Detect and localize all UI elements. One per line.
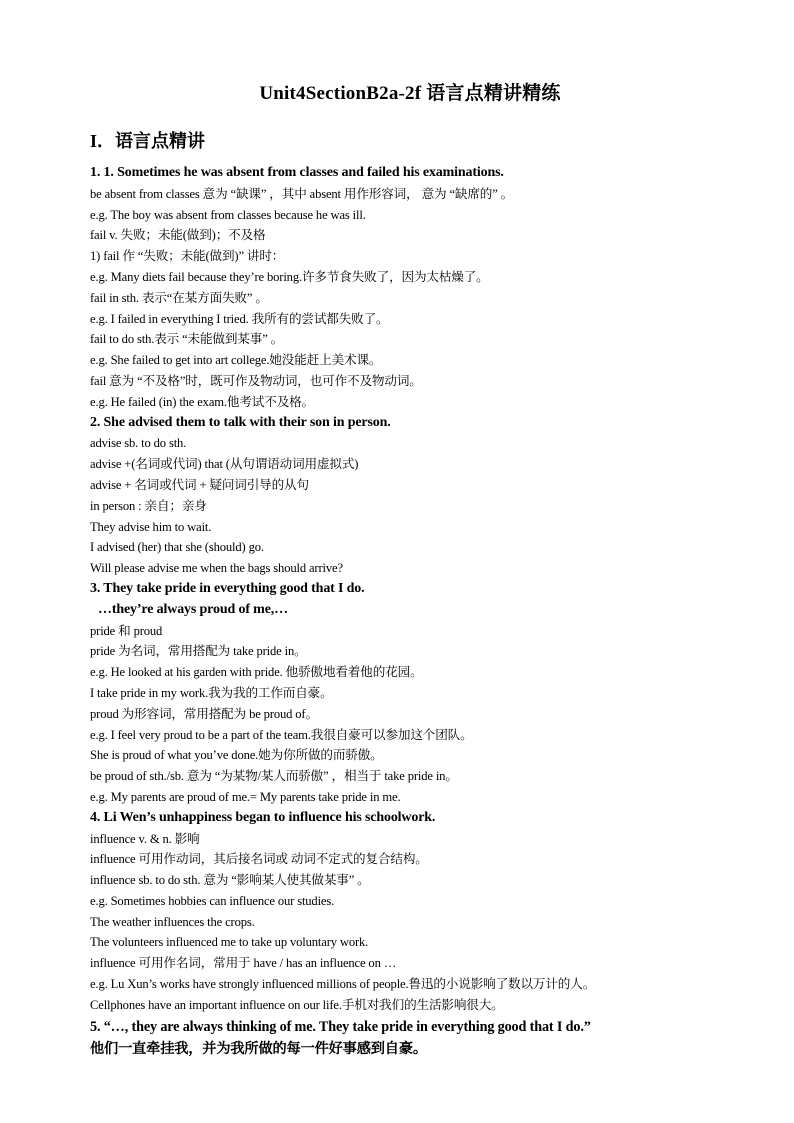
text-line: I advised (her) that she (should) go. — [90, 540, 264, 555]
text-line: I take pride in my work.我为我的工作而自豪。 — [90, 685, 333, 700]
text-line: e.g. She failed to get into art college.她没能赶上美术课。 — [90, 353, 382, 368]
text-line: fail v. 失败；未能(做到)；不及格 — [90, 228, 266, 243]
text-line: fail in sth. 表示“在某方面失败” 。 — [90, 290, 268, 305]
text-line: Will please advise me when the bags should arrive? — [90, 561, 343, 576]
text-line: e.g. Sometimes hobbies can influence our studies. — [90, 893, 335, 908]
text-line: proud 为形容词，常用搭配为 be proud of。 — [90, 706, 318, 721]
text-line: influence sb. to do sth. 意为 “影响某人使其做某事” 。 — [90, 873, 370, 888]
text-line: pride 为名词，常用搭配为 take pride in。 — [90, 644, 307, 659]
document-title: Unit4SectionB2a-2f 语言点精讲精练 — [259, 83, 561, 104]
text-line: be proud of sth./sb. 意为 “为某物/某人而骄傲” ，相当于 take pride in。 — [90, 769, 458, 784]
text-line: influence 可用作动词，其后接名词或 动词不定式的复合结构。 — [90, 852, 428, 867]
text-line: influence 可用作名词，常用于 have / has an influence on … — [90, 956, 397, 971]
text-line: 4. Li Wen’s unhappiness began to influence his schoolwork. — [90, 809, 436, 825]
text-line: 5. “…, they are always thinking of me. They take pride in everything good that I do.” — [90, 1018, 591, 1035]
text-line: 他们一直牵挂我，并为我所做的每一件好事感到自豪。 — [90, 1040, 427, 1057]
text-line: advise + 名词或代词 + 疑问词引导的从句 — [90, 477, 309, 492]
content-lines — [90, 163, 730, 1060]
text-line: e.g. Many diets fail because they’re boring.许多节食失败了，因为太枯燥了。 — [90, 269, 489, 284]
text-line: 1. 1. Sometimes he was absent from classes and failed his examinations. — [90, 165, 504, 180]
text-line: The volunteers influenced me to take up voluntary work. — [90, 935, 369, 950]
text-line: pride 和 proud — [90, 623, 163, 638]
text-line: e.g. The boy was absent from classes because he was ill. — [90, 207, 366, 222]
text-line: e.g. My parents are proud of me.= My parents take pride in me. — [90, 789, 401, 804]
text-line: e.g. I feel very proud to be a part of the team.我很自豪可以参加这个团队。 — [90, 727, 473, 742]
text-line: Cellphones have an important influence on our life.手机对我们的生活影响很大。 — [90, 997, 504, 1012]
text-line: advise +(名词或代词) that (从句谓语动词用虚拟式) — [90, 457, 359, 472]
text-line: advise sb. to do sth. — [90, 436, 187, 451]
text-line: The weather influences the crops. — [90, 914, 255, 929]
section-heading: I．语言点精讲 — [90, 131, 206, 151]
text-line: e.g. He failed (in) the exam.他考试不及格。 — [90, 394, 315, 409]
text-line: fail 意为 “不及格”时，既可作及物动词，也可作不及物动词。 — [90, 373, 422, 388]
text-line: e.g. He looked at his garden with pride. 他骄傲地看着他的花园。 — [90, 665, 423, 680]
text-line: She is proud of what you’ve done.她为你所做的而骄傲。 — [90, 748, 383, 763]
text-line: e.g. Lu Xun’s works have strongly influenced millions of people.鲁迅的小说影响了数以万计的人。 — [90, 977, 596, 992]
text-line: …they’re always proud of me,… — [98, 601, 288, 617]
text-line: 3. They take pride in everything good that I do. — [90, 580, 365, 596]
text-line: be absent from classes 意为 “缺课” ，其中 absent 用作形容词， 意为 “缺席的” 。 — [90, 186, 514, 201]
text-line: influence v. & n. 影响 — [90, 831, 200, 846]
text-line: e.g. I failed in everything I tried. 我所有的尝试都失败了。 — [90, 311, 389, 326]
text-line: They advise him to wait. — [90, 519, 212, 534]
text-line: fail to do sth.表示 “未能做到某事” 。 — [90, 332, 284, 347]
text-line: in person : 亲自；亲身 — [90, 498, 207, 513]
text-line: 2. She advised them to talk with their son in person. — [90, 414, 391, 430]
document-page — [90, 78, 730, 1060]
text-line: 1) fail 作 “失败；未能(做到)” 讲时： — [90, 249, 285, 264]
